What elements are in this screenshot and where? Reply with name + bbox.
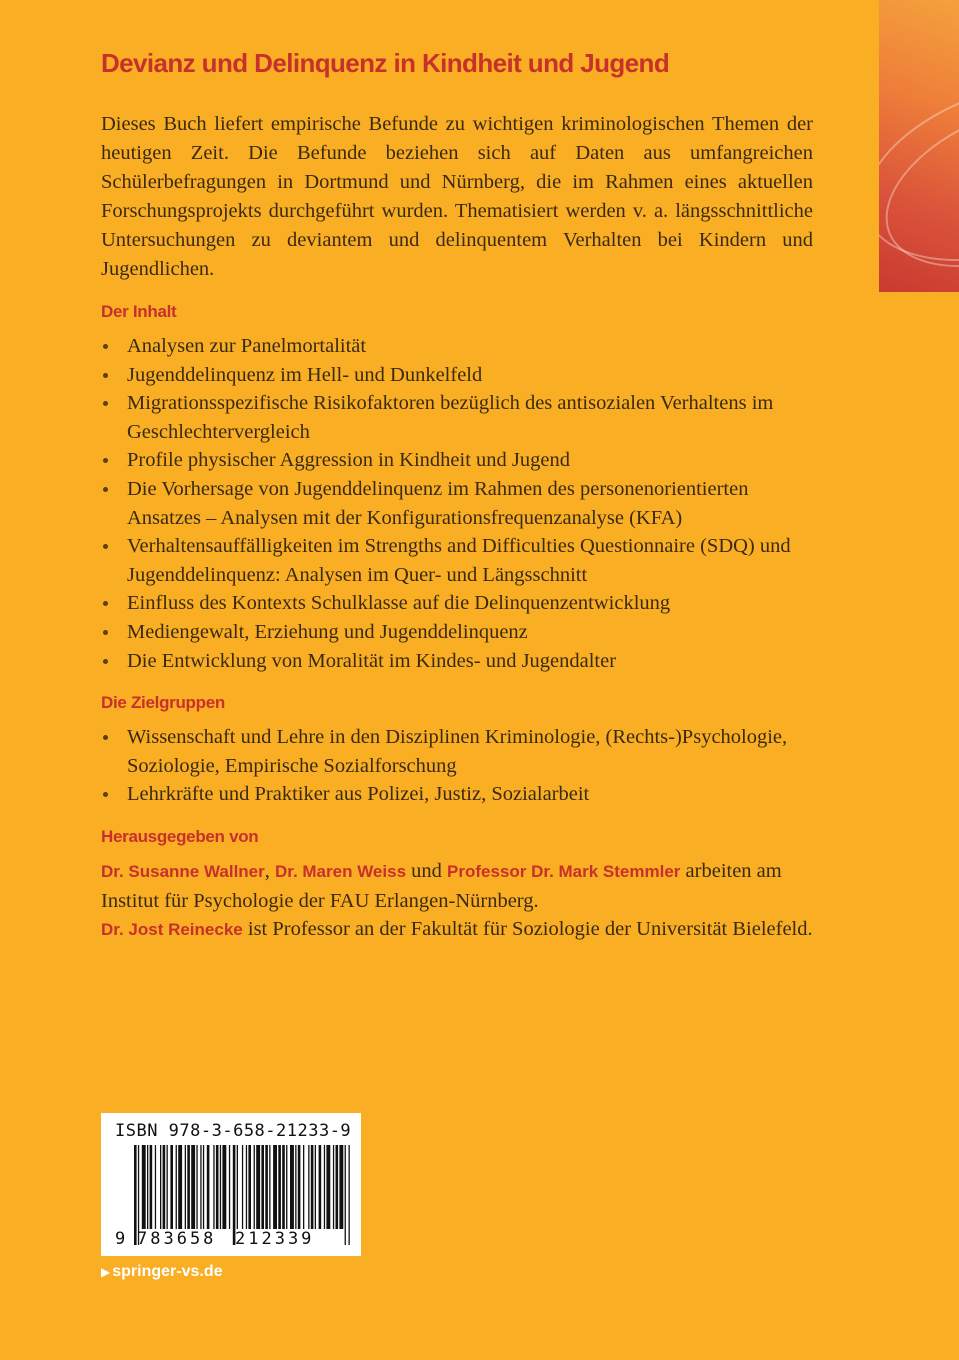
barcode-bar [160,1145,161,1229]
barcode-bar [298,1145,301,1229]
barcode-digit: 9 [115,1229,126,1249]
list-item: Die Entwicklung von Moralität im Kindes- und Jugendalter [101,647,813,676]
barcode-bar [319,1145,322,1229]
isbn-label: ISBN 978-3-658-21233-9 [115,1121,352,1141]
barcode-bar [333,1145,334,1229]
list-item: Lehrkräfte und Praktiker aus Polizei, Justiz, Sozialarbeit [101,780,813,809]
list-item: Verhaltensauffälligkeiten im Strengths and Difficulties Questionnaire (SDQ) und Jugenddelinquenz: Analysen im Quer- und Längsschnitt [101,532,813,589]
back-cover-content [101,44,813,945]
list-item: Mediengewalt, Erziehung und Jugenddelinquenz [101,618,813,647]
barcode-bar [185,1145,186,1229]
barcode-bar [326,1145,330,1229]
barcode-bar [248,1145,251,1229]
barcode-bar [200,1145,201,1229]
audience-list [101,723,813,809]
barcode-bar [261,1145,264,1229]
intro-paragraph: Dieses Buch liefert empirische Befunde zu wichtigen kriminologischen Themen der heutigen Zeit. Die Befunde beziehen sich auf Daten aus umfangreichen Schülerbefragungen in Dortmund und Nürnberg, die im Rahmen eines aktuellen Forschungsprojekts durchgeführt wurden. Thematisiert werden v. a. längsschnittliche Untersuchungen zu deviantem und delinquentem Verhalten bei Kindern und Jugendlichen. [101,113,813,280]
isbn-barcode [101,1113,361,1256]
barcode-bar [295,1145,296,1229]
list-item: Einfluss des Kontexts Schulklasse auf die Delinquenzentwicklung [101,589,813,618]
barcode-bar [147,1145,148,1229]
publisher-website[interactable]: ▶ springer-vs.de [101,1263,223,1280]
content-heading: Der Inhalt [101,302,177,321]
editor-name: Dr. Jost Reinecke [101,920,243,940]
barcode-bar [278,1145,281,1229]
barcode-bar [237,1145,238,1229]
barcode-bar [345,1145,346,1245]
barcode-bar [290,1145,294,1229]
barcode-bar [222,1145,226,1229]
editors-heading: Herausgegeben von [101,826,259,846]
corner-decoration [879,0,959,292]
list-item: Profile physischer Aggression in Kindheit und Jugend [101,446,813,475]
barcode-digits-right: 212339 [235,1229,315,1249]
editors-paragraph: Dr. Susanne Wallner, Dr. Maren Weiss und Professor Dr. Mark Stemmler arbeiten am Institut für Psychologie der FAU Erlangen-Nürnberg. Dr. Jost Reinecke ist Professor an der Fakultät für Soziologie der Universität Bielefeld. [101,859,813,941]
barcode-bar [163,1145,166,1229]
barcode-bar [167,1145,168,1229]
list-item: Migrationsspezifische Risikofaktoren bezüglich des antisozialen Verhaltens im Geschlechtervergleich [101,389,813,446]
barcode-bar [242,1145,243,1229]
barcode-bar [187,1145,190,1229]
list-item: Analysen zur Panelmortalität [101,332,813,361]
book-title: Devianz und Delinquenz in Kindheit und Jugend [101,48,670,78]
barcode-bar [349,1145,350,1245]
barcode-bar [246,1145,247,1229]
barcode-bar [203,1145,204,1229]
barcode-bar [256,1145,260,1229]
barcode-bar [336,1145,339,1229]
barcode-bar [308,1145,309,1229]
barcode-bar [315,1145,316,1229]
barcode-bar [339,1145,343,1229]
barcode-bar [191,1145,195,1229]
barcode-bar [265,1145,268,1229]
editor-name: Dr. Susanne Wallner [101,861,265,881]
barcode-bar [303,1145,304,1229]
barcode-bar [229,1145,230,1229]
barcode-bar [196,1145,197,1229]
barcode-bar [176,1145,177,1229]
barcode-bar [286,1145,287,1229]
barcode-bar [273,1145,277,1229]
barcode-bar [282,1145,285,1229]
content-list [101,332,813,675]
editor-name: Dr. Maren Weiss [275,861,407,881]
arrow-icon: ▶ [101,1265,111,1279]
barcode-bar [324,1145,325,1229]
barcode-bar [142,1145,146,1229]
barcode-bar [178,1145,182,1229]
editor-name: Professor Dr. Mark Stemmler [447,861,681,881]
audience-heading: Die Zielgruppen [101,693,225,713]
barcode-bar [311,1145,314,1229]
list-item: Die Vorhersage von Jugenddelinquenz im Rahmen des personenorientierten Ansatzes – Analysen mit der Konfigurationsfrequenzanalyse (KFA) [101,475,813,532]
list-item: Wissenschaft und Lehre in den Disziplinen Kriminologie, (Rechts-)Psychologie, Soziologie, Empirische Sozialforschung [101,723,813,780]
barcode-bar [207,1145,210,1229]
barcode-bar [150,1145,153,1229]
barcode-bar [220,1145,221,1229]
barcode-bar [216,1145,219,1229]
barcode-bar [269,1145,270,1229]
list-item: Jugenddelinquenz im Hell- und Dunkelfeld [101,361,813,390]
barcode-bar [254,1145,255,1229]
barcode-bar [170,1145,173,1229]
barcode-bar [213,1145,214,1229]
barcode-bar [155,1145,156,1229]
barcode-digits-left: 783658 [137,1229,217,1249]
